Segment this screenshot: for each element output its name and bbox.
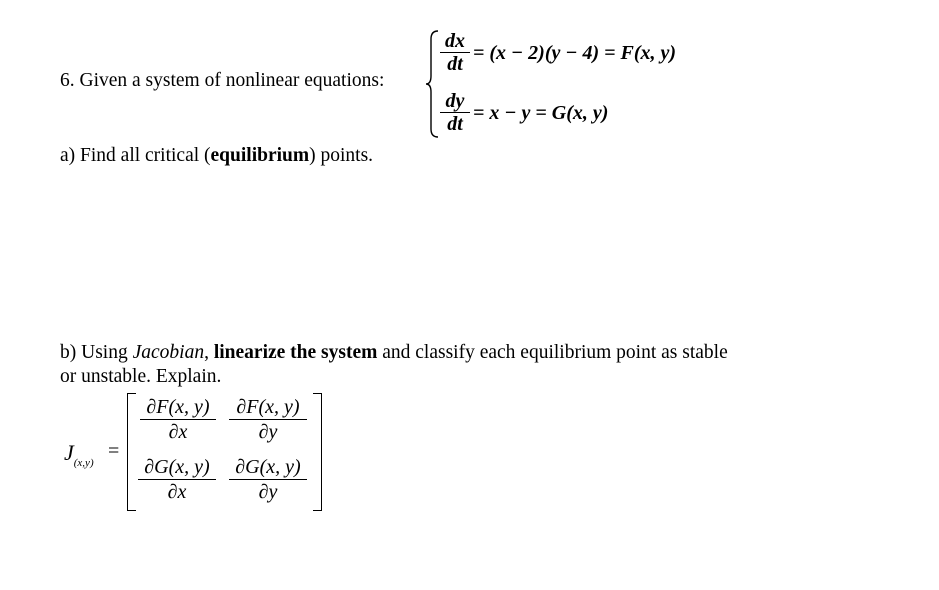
jacobian-letter: J [64, 440, 74, 465]
part-b-suffix: and classify each equilibrium point as stable [377, 342, 728, 363]
problem-number: 6. [60, 70, 75, 91]
cell-denominator: ∂x [167, 481, 187, 503]
cell-numerator: ∂G(x, y) [144, 456, 210, 478]
part-b-sep: , [204, 342, 214, 363]
fraction-denominator: dt [447, 53, 463, 75]
matrix-right-bracket [313, 393, 322, 511]
cell-denominator: ∂x [168, 421, 188, 443]
part-a [60, 145, 373, 167]
cell-denominator: ∂y [258, 421, 278, 443]
fraction-numerator: dy [445, 90, 465, 112]
problem-intro: Given a system of nonlinear equations: [79, 70, 385, 91]
dy-dt-fraction [440, 90, 470, 135]
matrix-cell-dF-dy [229, 395, 307, 444]
matrix-cell-dG-dx [138, 455, 216, 504]
part-b-bold: linearize the system [213, 342, 378, 363]
part-a-suffix: ) points. [309, 145, 374, 166]
equation-2-rhs: = x − y = G(x, y) [473, 102, 609, 124]
part-b [60, 342, 728, 364]
jacobian-symbol [64, 440, 94, 469]
fraction-denominator: dt [447, 113, 463, 135]
equation-1-rhs: = (x − 2)(y − 4) = F(x, y) [473, 42, 677, 64]
cell-numerator: ∂F(x, y) [146, 396, 210, 418]
matrix-cell-dF-dx [140, 395, 216, 444]
jacobian-equals: = [108, 440, 120, 462]
fraction-numerator: dx [445, 30, 465, 52]
cell-numerator: ∂G(x, y) [235, 456, 301, 478]
part-b-prefix: b) Using [60, 342, 133, 363]
cell-denominator: ∂y [258, 481, 278, 503]
dx-dt-fraction [440, 30, 470, 75]
cell-numerator: ∂F(x, y) [236, 396, 300, 418]
problem-statement [60, 70, 384, 92]
jacobian-subscript: (x,y) [73, 457, 94, 469]
part-b-italic: Jacobian [132, 342, 205, 363]
matrix-left-bracket [127, 393, 136, 511]
part-a-bold: equilibrium [210, 145, 310, 166]
part-b-line2: or unstable. Explain. [60, 366, 222, 387]
left-brace [424, 29, 440, 139]
part-a-prefix: a) Find all critical ( [60, 145, 211, 166]
matrix-cell-dG-dy [229, 455, 307, 504]
